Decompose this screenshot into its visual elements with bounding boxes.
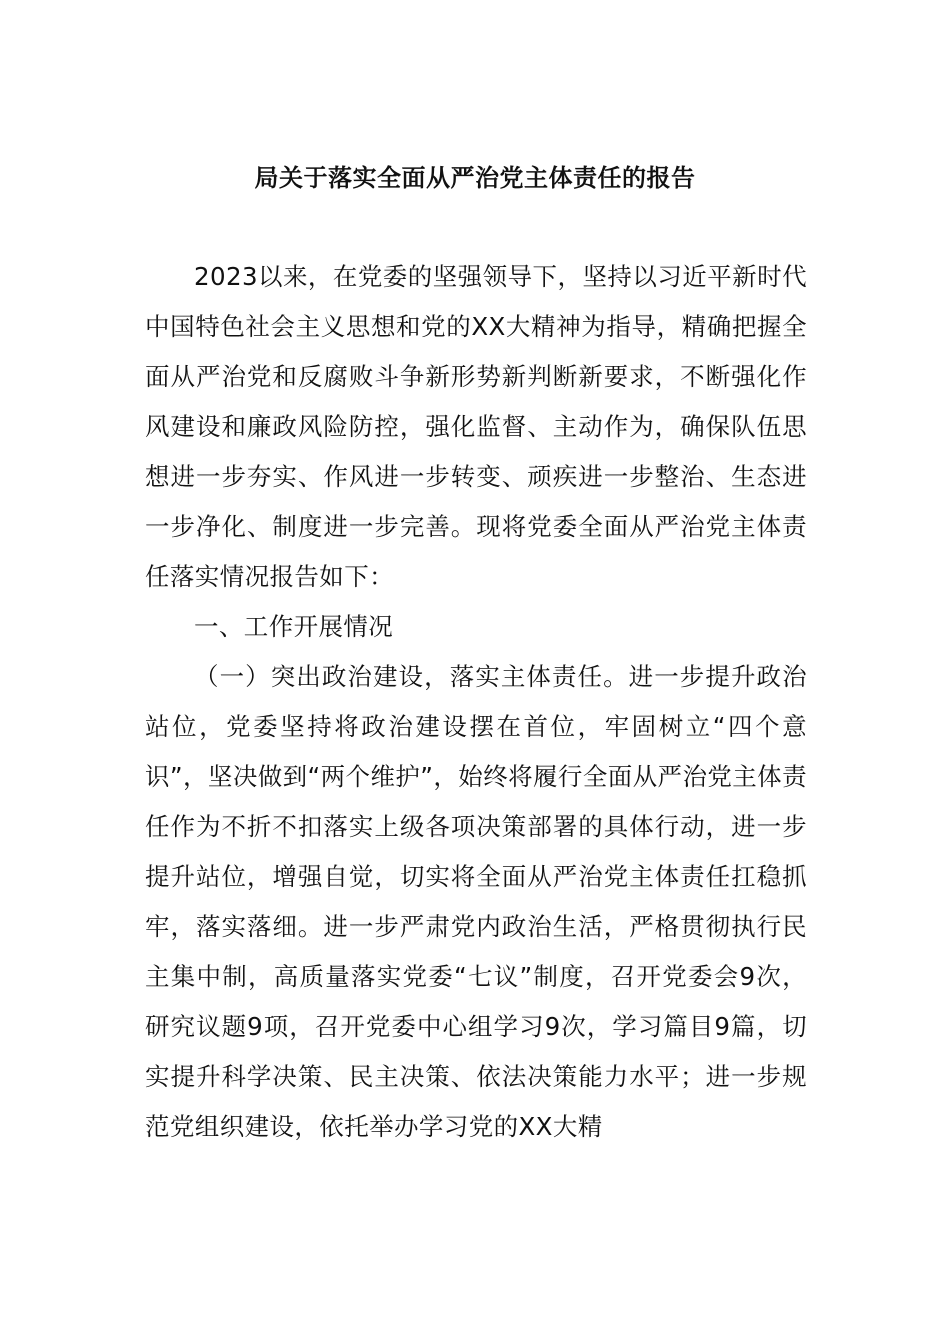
section-paragraph: （一）突出政治建设，落实主体责任。进一步提升政治站位，党委坚持将政治建设摆在首位，牢固树立“四个意识”，坚决做到“两个维护”，始终将履行全面从严治党主体责任作为不折不扣落实上级各项决策部署的具体行动，进一步提升站位，增强自觉，切实将全面从严治党主体责任扛稳抓牢，落实落细。进一步严肃党内政治生活，严格贯彻执行民主集中制，高质量落实党委“七议”制度，召开党委会9次，研究议题9项，召开党委中心组学习9次，学习篇目9篇，切实提升科学决策、民主决策、依法决策能力水平；进一步规范党组织建设，依托举办学习党的XX大精: [145, 662, 807, 1141]
intro-paragraph: 2023以来，在党委的坚强领导下，坚持以习近平新时代中国特色社会主义思想和党的XX大精神为指导，精确把握全面从严治党和反腐败斗争新形势新判断新要求，不断强化作风建设和廉政风险防控，强化监督、主动作为，确保队伍思想进一步夯实、作风进一步转变、顽疾进一步整治、生态进一步净化、制度进一步完善。现将党委全面从严治党主体责任落实情况报告如下：: [145, 262, 807, 591]
document-title: 局关于落实全面从严治党主体责任的报告: [254, 164, 696, 192]
document-body: [145, 252, 807, 1152]
section-heading: 一、工作开展情况: [194, 612, 394, 641]
